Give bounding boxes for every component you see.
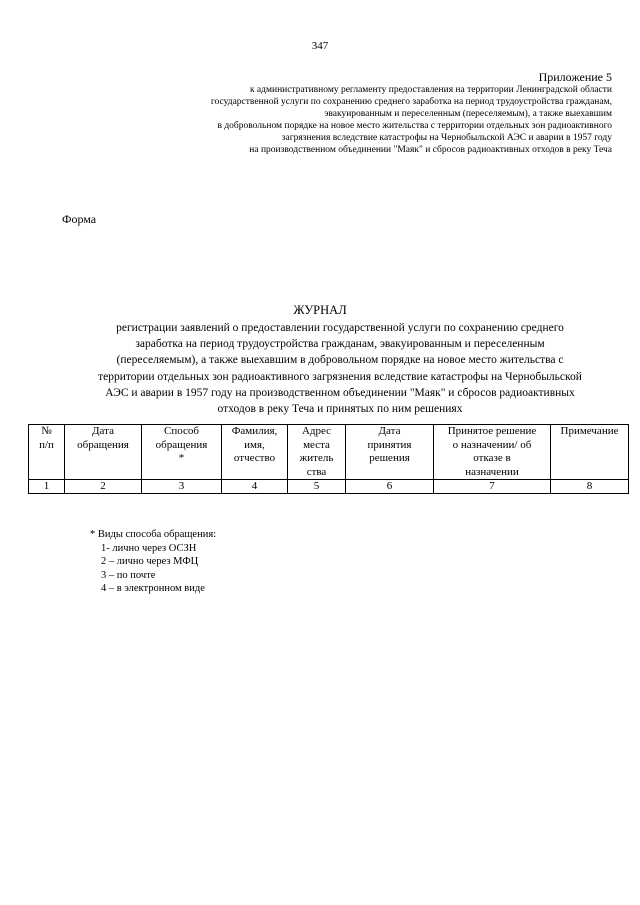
register-table: [28, 424, 629, 494]
table-cell: 4: [222, 480, 288, 494]
table-cell: 2: [65, 480, 142, 494]
journal-description-line: регистрации заявлений о предоставлении государственной услуги по сохранению среднего: [116, 322, 564, 334]
journal-description-line: АЭС и аварии в 1957 году на производственном объединении "Маяк" и сбросов радиоактивных: [105, 386, 575, 399]
header-full-name: Фамилия, имя, отчество: [222, 425, 288, 480]
table-number-row: [29, 480, 629, 494]
footnote-item: 3 – по почте: [101, 569, 156, 581]
header-decision: Принятое решение о назначении/ об отказе в назначении: [434, 425, 551, 480]
footnote-item: 2 – лично через МФЦ: [101, 556, 199, 568]
appendix-title: Приложение 5: [538, 70, 612, 84]
table-cell: 7: [434, 480, 551, 494]
header-address: Адрес места житель ства: [288, 425, 346, 480]
appendix-header: [132, 70, 612, 156]
footnote-item: 4 – в электронном виде: [101, 583, 205, 595]
appendix-line: в добровольном порядке на новое место жительства с территории отдельных зон радиоактивного: [217, 121, 612, 131]
appendix-line: на производственном объединении "Маяк" и сбросов радиоактивных отходов в реку Теча: [249, 145, 612, 155]
header-note: Примечание: [551, 425, 629, 480]
header-application-date: Дата обращения: [65, 425, 142, 480]
journal-description-line: (переселяемым), а также выехавшим в добровольном порядке на новое место жительства с: [116, 354, 564, 367]
appendix-line: эвакуированным и переселенным (переселяемым), а также выехавшим: [324, 109, 612, 119]
page-number: 347: [311, 40, 329, 52]
header-decision-date: Дата принятия решения: [346, 425, 434, 480]
appendix-line: загрязнения вследствие катастрофы на Чернобыльской АЭС и аварии в 1957 году: [281, 133, 612, 143]
footnote-item: 1- лично через ОСЗН: [101, 542, 197, 554]
header-number: № п/п: [29, 425, 65, 480]
table-cell: 5: [288, 480, 346, 494]
table-cell: 6: [346, 480, 434, 494]
footnote-title: * Виды способа обращения:: [90, 529, 217, 540]
table-cell: 8: [551, 480, 629, 494]
appendix-line: к административному регламенту предоставления на территории Ленинградской области: [249, 85, 612, 95]
footnote: [90, 528, 216, 596]
form-label: Форма: [62, 212, 97, 226]
appendix-line: государственной услуги по сохранению среднего заработка на период трудоустройства гражданам,: [210, 97, 612, 107]
journal-title: ЖУРНАЛ: [293, 303, 347, 317]
table-cell: 3: [142, 480, 222, 494]
header-application-method: Способ обращения *: [142, 425, 222, 480]
journal-description-line: заработка на период трудоустройства гражданам, эвакуированным и переселенным: [135, 338, 545, 351]
journal-description-line: отходов в реку Теча и принятых по ним решениях: [217, 403, 463, 416]
table-header-row: [29, 425, 629, 480]
journal-description-line: территории отдельных зон радиоактивного загрязнения вследствие катастрофы на Чернобыльской: [98, 370, 582, 383]
table-cell: 1: [29, 480, 65, 494]
journal-description: [60, 320, 620, 417]
